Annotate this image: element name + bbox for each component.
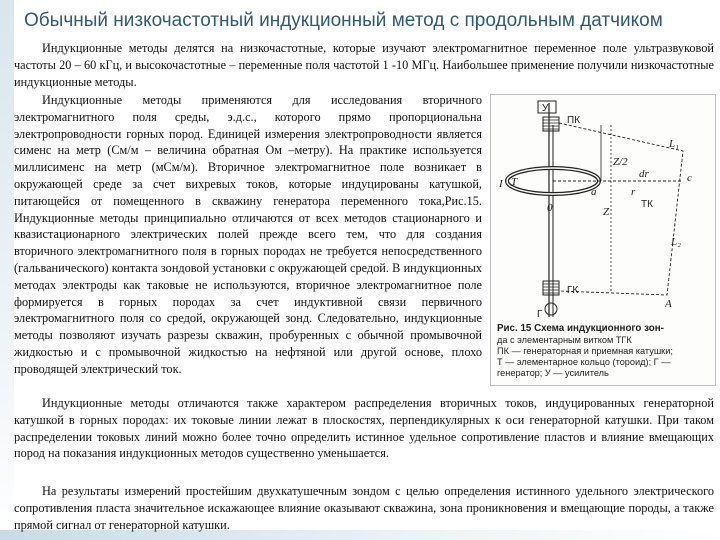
- label-lk: I: [499, 178, 503, 190]
- receiver-coil: [543, 117, 559, 131]
- label-a-small: a: [591, 186, 597, 198]
- label-r: r: [631, 186, 636, 198]
- paragraph-intro: Индукционные методы делятся на низкочастотные, которые изучают электромагнитное переменное поле ультразвуковой частоты 20 – 60 кГц, и высокочастотные – переменные поля частотой 1 -10 МГц. Наибольшее применение получили низкочастотные индукционные методы.: [14, 41, 714, 89]
- label-gk: ГК: [567, 285, 579, 296]
- label-t: Т: [511, 176, 518, 188]
- label-l1: L₁: [669, 138, 679, 150]
- label-c: c: [687, 172, 692, 184]
- label-a: A: [665, 298, 672, 310]
- label-y: У: [542, 103, 549, 114]
- generator-coil: [543, 281, 559, 295]
- caption-line: Т — элементарное кольцо (тороид); Г —: [497, 357, 671, 367]
- figure-caption: [497, 323, 709, 379]
- label-z: Z: [603, 206, 610, 218]
- label-pk: ПК: [567, 115, 581, 126]
- label-l2: L₂: [671, 236, 681, 248]
- caption-line: генератор; У — усилитель: [497, 368, 609, 378]
- label-z-half: Z/2: [613, 156, 628, 168]
- paragraph-current-distribution: Индукционные методы отличаются также характером распределения вторичных токов, индуцированных генераторной катушкой в горных породах: их токовые линии лежат в плоскостях, перпендикулярных к оси генераторной катушки. При таком распределении токовых линий можно более точно определить истинное удельное сопротивление пластов и влияние вмещающих пород на показания индукционных методов существенно уменьшается.: [14, 396, 714, 461]
- left-decorative-bar: [0, 0, 14, 540]
- paragraph-measurement-factors: На результаты измерений простейшим двухкатушечным зондом с целью определения истинного удельного электрического сопротивления пласта значительное искажающее влияние оказывают скважина, зона проникновения и вмещающие породы, а также прямой сигнал от генераторной катушки.: [14, 484, 714, 532]
- caption-line: да с элементарным витком ТГК: [497, 335, 632, 345]
- label-o: 0: [547, 202, 553, 214]
- paragraph-principle: Индукционные методы применяются для исследования вторичного электромагнитного поля среды, э.д.с., которого прямо пропорциональна электропроводности горных пород. Единицей измерения электропроводности является сименс на метр (См/м – величина обратная Ом –метру). На практике используется миллисименс на метр (мСм/м). Вторичное электромагнитное поле возникает в окружающей среде за счет вихревых токов, которые индуцированы катушкой, питающейся от помещенного в скважину генератора переменного тока,Рис.15. Индукционные методы принципиально отличаются от всех методов стационарного и квазистационарного электрических полей прежде всего тем, что для создания вторичного электромагнитного поля в горных породах не требуется непосредственного (гальванического) контакта зондовой установки с окружающей средой. В индукционных методах электроды как таковые не используются, вторичное электромагнитное поле формируется в горных породах за счет индуктивной связи первичного электромагнитного поля со средой, окружающей зонд. Следовательно, индукционные методы позволяют изучать разрезы скважин, пробуренных с обычной промывочной жидкостью и с промывочной жидкостью на нефтяной или другой основе, плохо проводящей электрический ток.: [14, 93, 482, 376]
- generator-symbol: [545, 303, 557, 315]
- label-tk: ТК: [641, 199, 653, 210]
- induction-probe-diagram: [491, 95, 715, 323]
- caption-line: ПК — генераторная и приемная катушки;: [497, 346, 673, 356]
- label-dr: dr: [639, 168, 649, 180]
- slide-title: Обычный низкочастотный индукционный метод с продольным датчиком: [24, 10, 663, 31]
- label-g: Г: [537, 309, 543, 320]
- figure-induction-probe: [490, 94, 716, 386]
- caption-title: Рис. 15 Схема индукционного зон-: [497, 323, 664, 334]
